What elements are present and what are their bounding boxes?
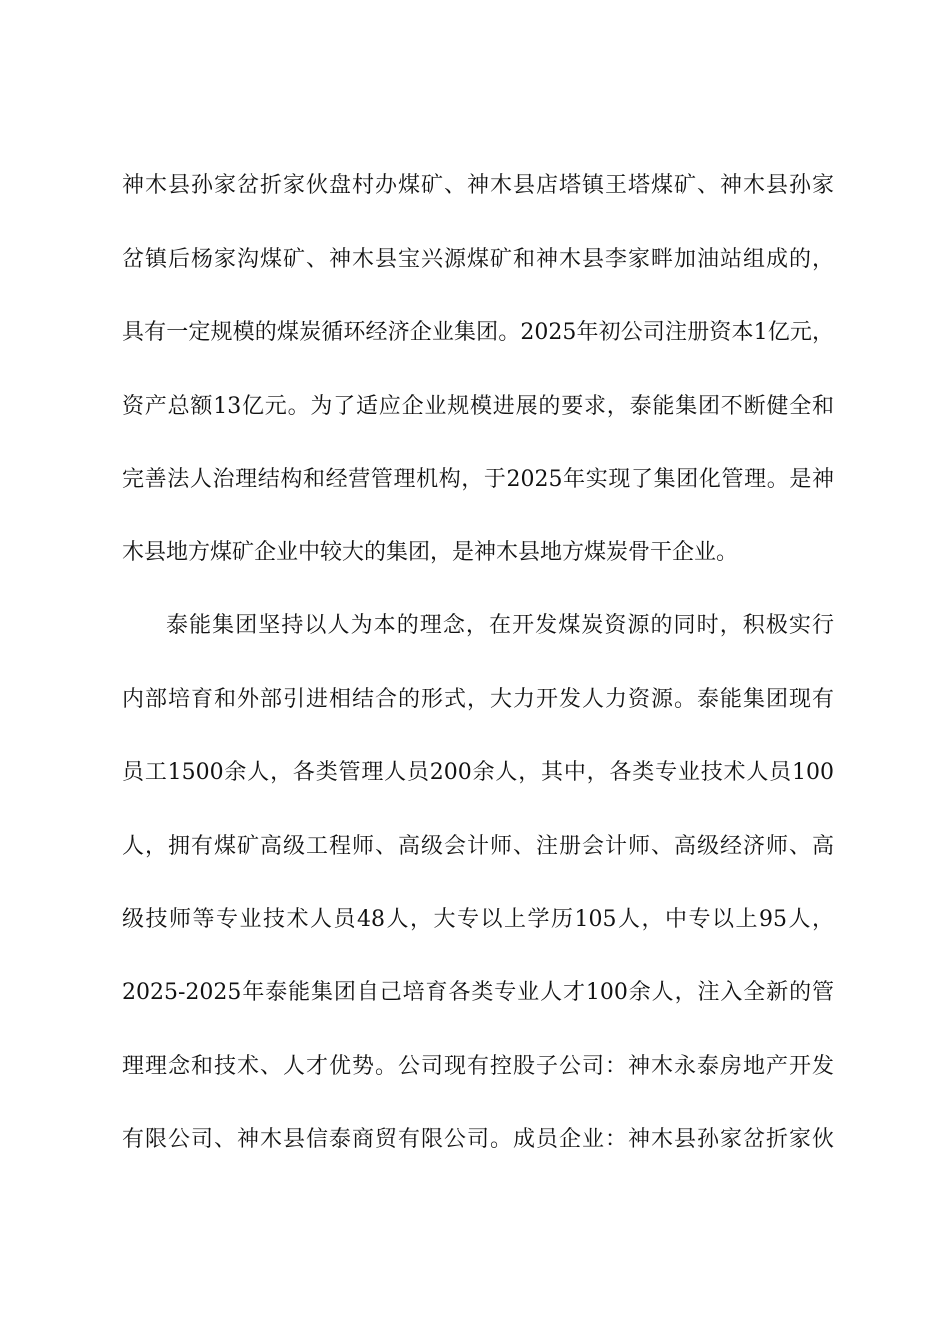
text-line: 泰能集团坚持以人为本的理念，在开发煤炭资源的同时，积极实行 [166,613,834,638]
text-line: 级技师等专业技术人员48人，大专以上学历105人，中专以上95人， [122,907,834,932]
text-line: 人，拥有煤矿高级工程师、高级会计师、注册会计师、高级经济师、高 [122,834,834,859]
text-line: 员工1500余人，各类管理人员200余人，其中，各类专业技术人员100 [122,760,834,785]
text-line: 木县地方煤矿企业中较大的集团，是神木县地方煤炭骨干企业。 [122,540,739,565]
text-line: 有限公司、神木县信泰商贸有限公司。成员企业：神木县孙家岔折家伙 [122,1127,834,1152]
text-line: 神木县孙家岔折家伙盘村办煤矿、神木县店塔镇王塔煤矿、神木县孙家 [122,173,834,198]
text-line: 内部培育和外部引进相结合的形式，大力开发人力资源。泰能集团现有 [122,687,834,712]
text-line: 岔镇后杨家沟煤矿、神木县宝兴源煤矿和神木县李家畔加油站组成的， [122,247,834,272]
text-line: 理理念和技术、人才优势。公司现有控股子公司：神木永泰房地产开发 [122,1054,834,1079]
text-line: 完善法人治理结构和经营管理机构，于2025年实现了集团化管理。是神 [122,467,834,492]
text-line: 资产总额13亿元。为了适应企业规模进展的要求，泰能集团不断健全和 [122,394,834,419]
text-line: 具有一定规模的煤炭循环经济企业集团。2025年初公司注册资本1亿元， [122,320,834,345]
text-line: 2025-2025年泰能集团自己培育各类专业人才100余人，注入全新的管 [122,980,834,1005]
